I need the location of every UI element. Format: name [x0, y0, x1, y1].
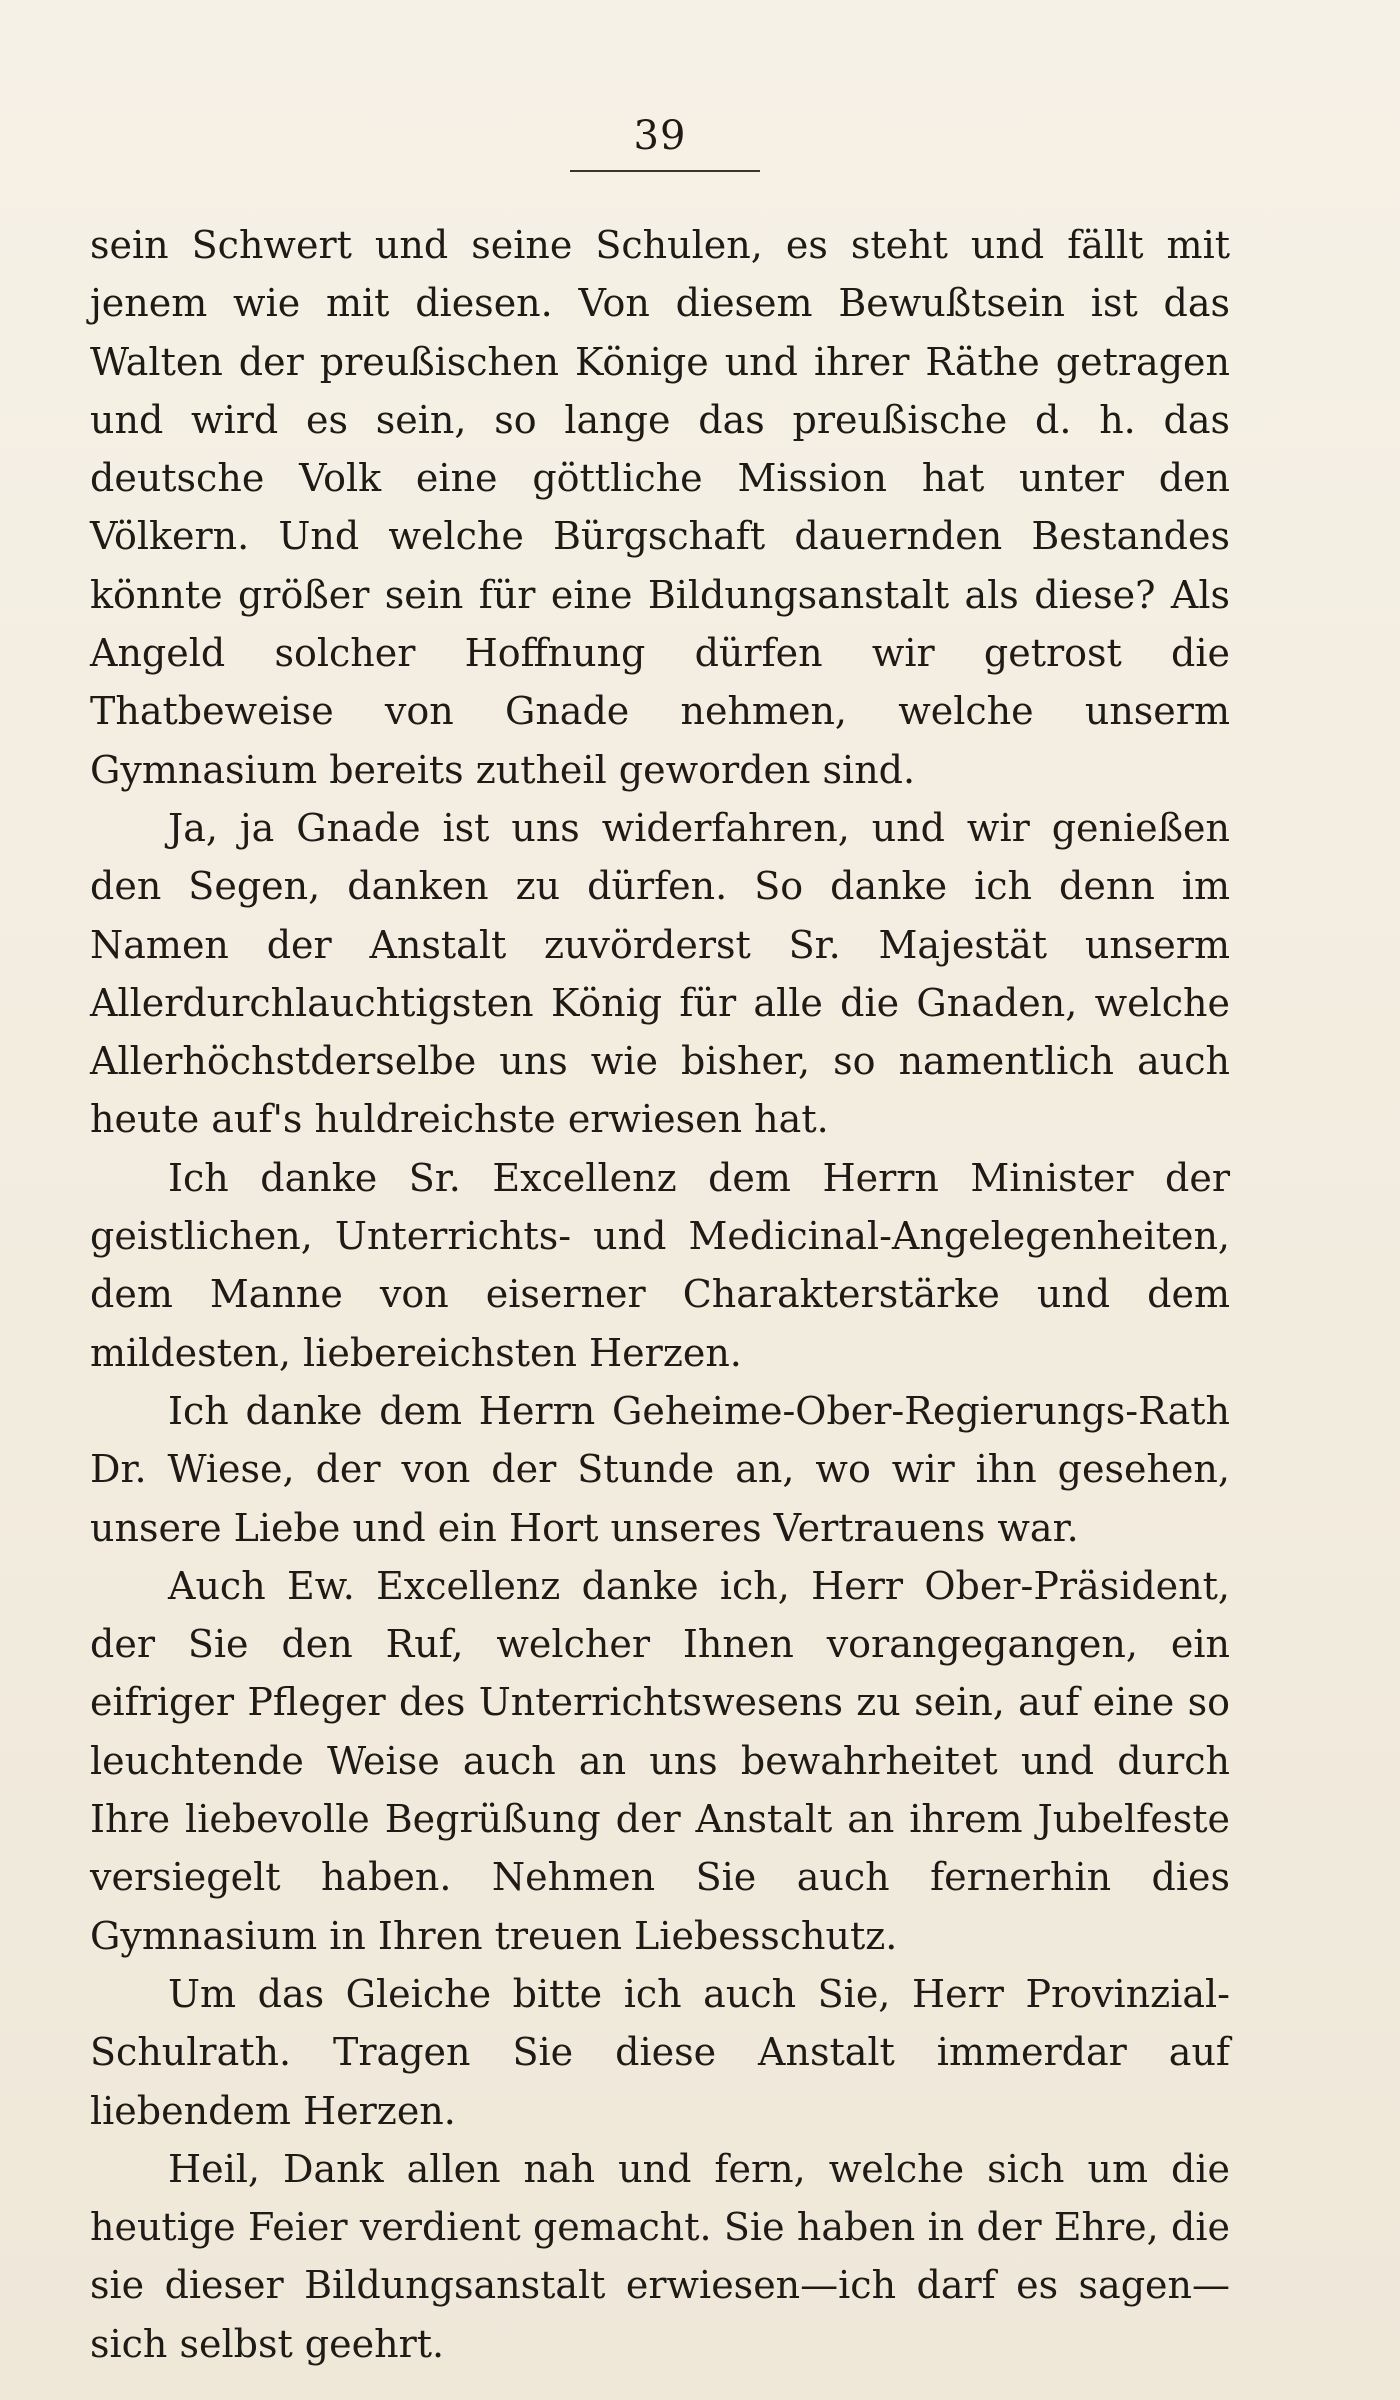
- paragraph-thanks-schulrath: Um das Gleiche bitte ich auch Sie, Herr Provinzial-Schulrath. Tragen Sie diese Anstalt immerdar auf liebendem Herzen.: [90, 1971, 1230, 2133]
- text-body: [90, 216, 1230, 2373]
- paragraph-continuation: sein Schwert und seine Schulen, es steht und fällt mit jenem wie mit diesen. Von diesem Bewußtsein ist das Walten der preußischen Könige und ihrer Räthe getragen und wird es sein, so lange das preußische d. h. das deutsche Volk eine göttliche Mission hat unter den Völkern. Und welche Bürgschaft dauernden Bestandes könnte größer sein für eine Bildungsanstalt als diese? Als Angeld solcher Hoffnung dürfen wir getrost die Thatbeweise von Gnade nehmen, welche unserm Gymnasium bereits zutheil geworden sind.: [90, 223, 1230, 792]
- header-rule: [570, 170, 760, 172]
- paragraph-thanks-minister: Ich danke Sr. Excellenz dem Herrn Minister der geistlichen, Unterrichts- und Medicinal-Angelegenheiten, dem Manne von eiserner Charakterstärke und dem mildesten, liebereichsten Herzen.: [90, 1155, 1230, 1375]
- page-number: 39: [633, 113, 687, 159]
- paragraph-thanks-wiese: Ich danke dem Herrn Geheime-Ober-Regierungs-Rath Dr. Wiese, der von der Stunde an, wo wir ihn gesehen, unsere Liebe und ein Hort unseres Vertrauens war.: [90, 1388, 1230, 1550]
- paragraph-thanks-oberpraesident: Auch Ew. Excellenz danke ich, Herr Ober-Präsident, der Sie den Ruf, welcher Ihnen vorangegangen, ein eifriger Pfleger des Unterrichtswesens zu sein, auf eine so leuchtende Weise auch an uns bewahrheitet und durch Ihre liebevolle Begrüßung der Anstalt an ihrem Jubelfeste versiegelt haben. Nehmen Sie auch fernerhin dies Gymnasium in Ihren treuen Liebesschutz.: [90, 1563, 1230, 1958]
- paragraph-closing: Heil, Dank allen nah und fern, welche sich um die heutige Feier verdient gemacht. Sie haben in der Ehre, die sie dieser Bildungsanstalt erwiesen—ich darf es sagen—sich selbst geehrt.: [90, 2146, 1230, 2366]
- paragraph-gnade: Ja, ja Gnade ist uns widerfahren, und wir genießen den Segen, danken zu dürfen. So danke ich denn im Namen der Anstalt zuvörderst Sr. Majestät unserm Allerdurchlauchtigsten König für alle die Gnaden, welche Allerhöchstderselbe uns wie bisher, so namentlich auch heute auf's huldreichste erwiesen hat.: [90, 805, 1230, 1142]
